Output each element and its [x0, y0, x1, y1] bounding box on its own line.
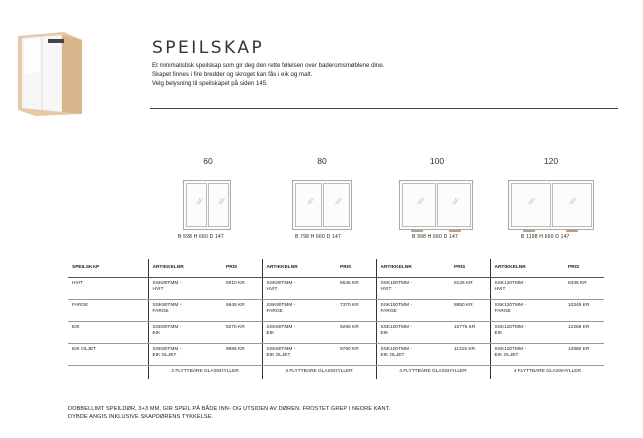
size-option-120 — [496, 156, 606, 256]
mirror-glint-icon: // — [195, 197, 204, 206]
column-header: PRIS — [222, 259, 262, 277]
table-row — [68, 277, 604, 299]
mirror-glint-icon: // — [416, 197, 425, 206]
price: 5910 KR — [222, 277, 262, 299]
price: 8850 KR — [450, 299, 490, 321]
price: 6645 KR — [222, 299, 262, 321]
size-option-80 — [267, 156, 377, 256]
table-row — [68, 343, 604, 365]
description-line: Velg belysning til speilskapet på siden 145. — [152, 80, 268, 87]
price: 9760 KR — [336, 343, 376, 365]
price-table — [68, 259, 604, 379]
table-row — [68, 321, 604, 343]
article-number: SSK80TMM - HVIT — [262, 277, 336, 299]
mirror-glint-icon: // — [306, 197, 315, 206]
variant-name: EIK OLJET — [68, 343, 148, 365]
shelf-note: 4 FLYTTBARE GLASSHYLLER — [490, 365, 604, 379]
door-handle — [566, 230, 578, 232]
price: 11315 KR — [450, 343, 490, 365]
column-header: PRIS — [564, 259, 604, 277]
door-handle — [523, 230, 535, 232]
article-number: SSK120TMM - EIK — [490, 321, 564, 343]
mirror-glint-icon: // — [527, 197, 536, 206]
article-number: SSK80TMM - EIK OLJET — [148, 343, 222, 365]
shelf-note: 2 FLYTTBARE GLASSHYLLER — [148, 365, 262, 379]
shelf-note: 4 FLYTTBARE GLASSHYLLER — [262, 365, 376, 379]
price: 9295 KR — [336, 321, 376, 343]
price: 10775 KR — [450, 321, 490, 343]
size-width-label: 60 — [203, 156, 213, 166]
size-option-60 — [153, 156, 263, 256]
article-number: SSK100TMM - EIK OLJET — [376, 343, 450, 365]
cabinet-drawing — [183, 180, 231, 230]
column-header: SPEILSKAP — [68, 259, 148, 277]
variant-name: FARGE — [68, 299, 148, 321]
table-footer-row — [68, 365, 604, 379]
article-number: SSK80TMM - EIK — [262, 321, 336, 343]
article-number: SSK80TMM - EIK — [148, 321, 222, 343]
dimensions: B 798 H 660 D 147 — [295, 234, 341, 240]
footnote — [68, 405, 390, 421]
price: 6645 KR — [336, 277, 376, 299]
description — [152, 61, 452, 88]
dimensions: B 998 H 660 D 147 — [412, 234, 458, 240]
column-header: ARTIKKELNR — [376, 259, 450, 277]
article-number: SSK80TMM - EIK OLJET — [262, 343, 336, 365]
column-header: ARTIKKELNR — [490, 259, 564, 277]
table-header-row — [68, 259, 604, 277]
article-number: SSK120TMM - EIK OLJET — [490, 343, 564, 365]
column-header: PRIS — [450, 259, 490, 277]
article-number: SSK80TMM - FARGE — [148, 299, 222, 321]
price: 12880 KR — [564, 343, 604, 365]
variant-name: EIK — [68, 321, 148, 343]
shelf-note: 4 FLYTTBARE GLASSHYLLER — [376, 365, 490, 379]
door-handle — [411, 230, 423, 232]
column-header: ARTIKKELNR — [262, 259, 336, 277]
cabinet-drawing — [292, 180, 352, 230]
article-number: SSK120TMM - FARGE — [490, 299, 564, 321]
door-handle — [449, 230, 461, 232]
divider — [150, 108, 618, 109]
description-line: Et minimalistisk speilskap som gir deg den rette følelsen over baderomsmøblene dine. — [152, 62, 385, 69]
price: 7370 KR — [336, 299, 376, 321]
mirror-glint-icon: // — [217, 197, 226, 206]
size-width-label: 80 — [317, 156, 327, 166]
price: 8685 KR — [222, 343, 262, 365]
price: 8125 KR — [450, 277, 490, 299]
article-number: SSK80TMM - HVIT — [148, 277, 222, 299]
mirror-glint-icon: // — [451, 197, 460, 206]
cabinet-drawing — [399, 180, 473, 230]
mirror-glint-icon: // — [568, 197, 577, 206]
column-header: ARTIKKELNR — [148, 259, 222, 277]
column-header: PRIS — [336, 259, 376, 277]
product-image — [18, 32, 84, 116]
mirror-glint-icon: // — [334, 197, 343, 206]
price: 8270 KR — [222, 321, 262, 343]
article-number: SSK100TMM - FARGE — [376, 299, 450, 321]
size-width-label: 100 — [429, 156, 445, 166]
article-number: SSK100TMM - HVIT — [376, 277, 450, 299]
size-option-100 — [382, 156, 492, 256]
price: 8435 KR — [564, 277, 604, 299]
description-line: Skapet finnes i fire bredder og skroget kan fås i eik og malt. — [152, 71, 313, 78]
dimensions: B 598 H 660 D 147 — [178, 234, 224, 240]
article-number: SSK120TMM - HVIT — [490, 277, 564, 299]
size-width-label: 120 — [543, 156, 559, 166]
table-row — [68, 299, 604, 321]
variant-name: HVIT — [68, 277, 148, 299]
cabinet-drawing — [508, 180, 594, 230]
dimensions: B 1198 H 660 D 147 — [521, 234, 570, 240]
footnote-line: DYBDE ANGIS INKLUSIVE SKAPDØRENS TYKKELSE. — [68, 414, 214, 420]
article-number: SSK80TMM - FARGE — [262, 299, 336, 321]
price: 10345 KR — [564, 299, 604, 321]
page-title: SPEILSKAP — [152, 38, 265, 58]
article-number: SSK100TMM - EIK — [376, 321, 450, 343]
price: 12265 KR — [564, 321, 604, 343]
footnote-line: DOBBELLIMT SPEILDØR, 3+3 MM, GIR SPEIL PÅ BÅDE INN- OG UTSIDEN AV DØREN. FROSTET GREP I NEDRE KANT. — [68, 406, 391, 412]
